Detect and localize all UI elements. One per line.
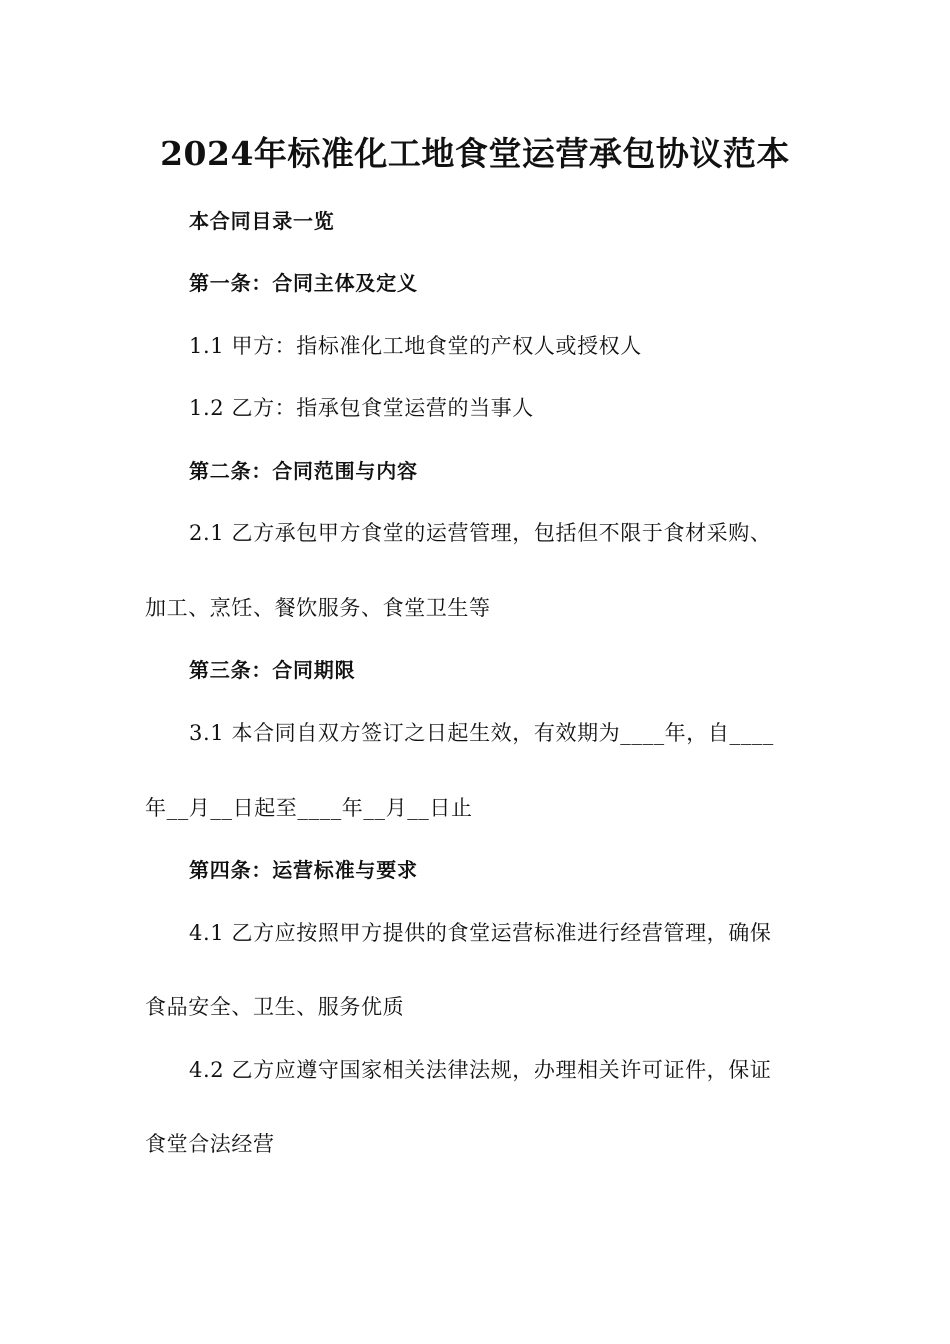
clause-2-1-line-1: 2.1 乙方承包甲方食堂的运营管理，包括但不限于食材采购、 [189,521,772,545]
section-heading-1: 第一条：合同主体及定义 [189,271,418,295]
clause-4-1-line-2: 食品安全、卫生、服务优质 [145,995,405,1019]
section-heading-2: 第二条：合同范围与内容 [189,459,418,483]
document-title: 2024年标准化工地食堂运营承包协议范本 [160,134,790,173]
clause-4-2-line-2: 食堂合法经营 [145,1132,275,1156]
toc-heading: 本合同目录一览 [189,209,335,233]
clause-4-1-line-1: 4.1 乙方应按照甲方提供的食堂运营标准进行经营管理，确保 [189,921,772,945]
clause-1-2-line-1: 1.2 乙方：指承包食堂运营的当事人 [189,396,534,420]
clause-2-1-line-2: 加工、烹饪、餐饮服务、食堂卫生等 [145,596,491,620]
clause-4-2-line-1: 4.2 乙方应遵守国家相关法律法规，办理相关许可证件，保证 [189,1058,772,1082]
section-heading-3: 第三条：合同期限 [189,658,356,682]
clause-3-1-line-2: 年__月__日起至____年__月__日止 [145,796,473,820]
clause-3-1-line-1: 3.1 本合同自双方签订之日起生效，有效期为____年，自____ [189,721,774,745]
clause-1-1-line-1: 1.1 甲方：指标准化工地食堂的产权人或授权人 [189,334,642,358]
section-heading-4: 第四条：运营标准与要求 [189,858,418,882]
